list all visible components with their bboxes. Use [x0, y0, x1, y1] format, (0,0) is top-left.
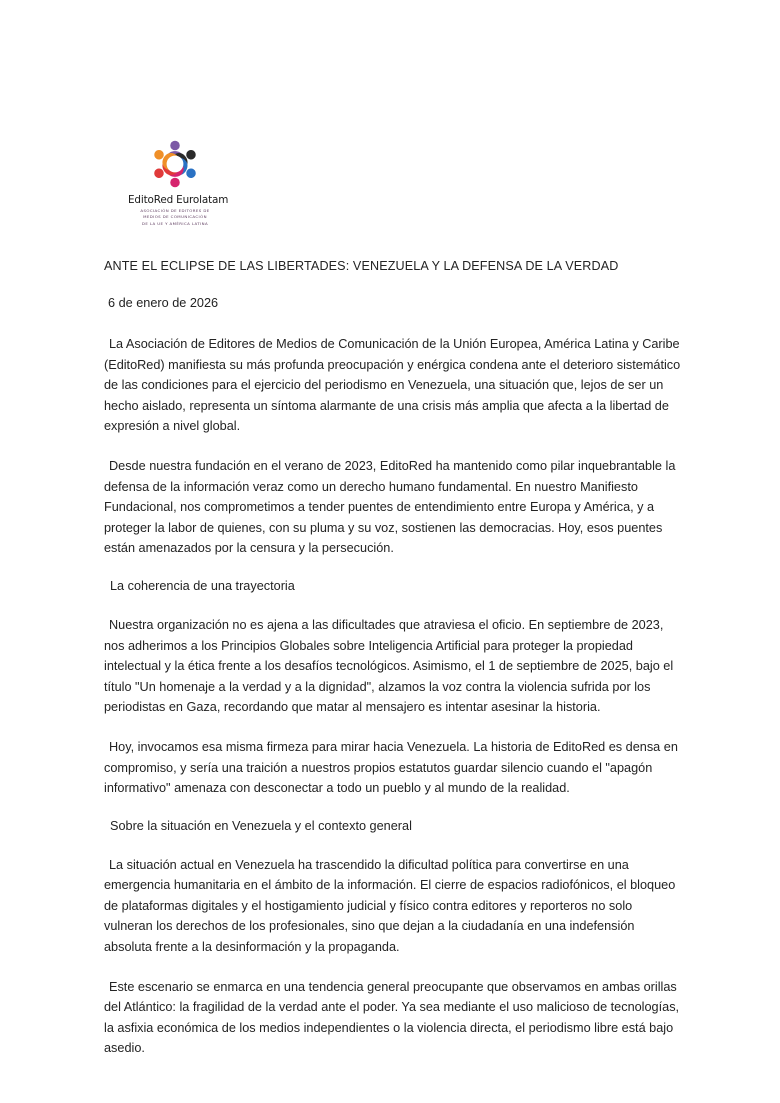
logo-wordmark: EditoRed Eurolatam [128, 194, 229, 206]
document-body [104, 258, 682, 1078]
organization-logo [128, 136, 229, 227]
paragraph: Desde nuestra fundación en el verano de 2023, EditoRed ha mantenido como pilar inquebrantable la defensa de la información veraz como un derecho humano fundamental. En nuestro Manifiesto Fundacional, nos comprometimos a tender puentes de entendimiento entre Europa y América, y a proteger la labor de quienes, con su pluma y su voz, sostienen las democracias. Hoy, esos puentes están amenazados por la censura y la persecución. [104, 458, 676, 556]
paragraph: Hoy, invocamos esa misma firmeza para mirar hacia Venezuela. La historia de EditoRed es densa en compromiso, y sería una traición a nuestros propios estatutos guardar silencio cuando el "apagón informativo" amenaza con desconectar a todo un pueblo y al mundo de la realidad. [104, 739, 678, 796]
paragraph: Este escenario se enmarca en una tendencia general preocupante que observamos en ambas orillas del Atlántico: la fragilidad de la verdad ante el poder. Ya sea mediante el uso malicioso de tecnologías, la asfixia económica de los medios independientes o la violencia directa, el periodismo libre está bajo asedio. [104, 979, 680, 1056]
paragraph: Nuestra organización no es ajena a las dificultades que atraviesa el oficio. En septiembre de 2023, nos adherimos a los Principios Globales sobre Inteligencia Artificial para proteger la propiedad intelectual y la ética frente a los desafíos tecnológicos. Asimismo, el 1 de septiembre de 2025, bajo el título "Un homenaje a la verdad y a la dignidad", alzamos la voz contra la violencia sufrida por los periodistas en Gaza, recordando que matar al mensajero es intentar asesinar la historia. [104, 617, 674, 715]
editored-circle-figures-icon [138, 136, 212, 192]
logo-subtitle [128, 208, 222, 226]
document-title: ANTE EL ECLIPSE DE LAS LIBERTADES: VENEZUELA Y LA DEFENSA DE LA VERDAD [104, 259, 619, 273]
paragraph: La situación actual en Venezuela ha trascendido la dificultad política para convertirse en una emergencia humanitaria en el ámbito de la información. El cierre de espacios radiofónicos, el bloqueo de plataformas digitales y el hostigamiento judicial y físico contra editores y reporteros no solo vulneran los derechos de los profesionales, sino que dejan a la ciudadanía en una indefensión absoluta frente a la desinformación y la propaganda. [104, 857, 676, 955]
section-heading: La coherencia de una trayectoria [110, 578, 295, 593]
logo-subtitle-line-1: ASOCIACIÓN DE EDITORES DE [140, 208, 210, 214]
logo-subtitle-line-3: DE LA UE Y AMÉRICA LATINA [141, 220, 209, 226]
logo-subtitle-line-2: MEDIOS DE COMUNICACIÓN [143, 214, 207, 220]
section-heading: Sobre la situación en Venezuela y el contexto general [110, 818, 412, 833]
document-date: 6 de enero de 2026 [108, 296, 219, 310]
paragraph: La Asociación de Editores de Medios de Comunicación de la Unión Europea, América Latina y Caribe (EditoRed) manifiesta su más profunda preocupación y enérgica condena ante el deterioro sistemático de las condiciones para el ejercicio del periodismo en Venezuela, una situación que, lejos de ser un hecho aislado, representa un síntoma alarmante de una crisis más amplia que afecta a la libertad de expresión a nivel global. [104, 337, 681, 434]
